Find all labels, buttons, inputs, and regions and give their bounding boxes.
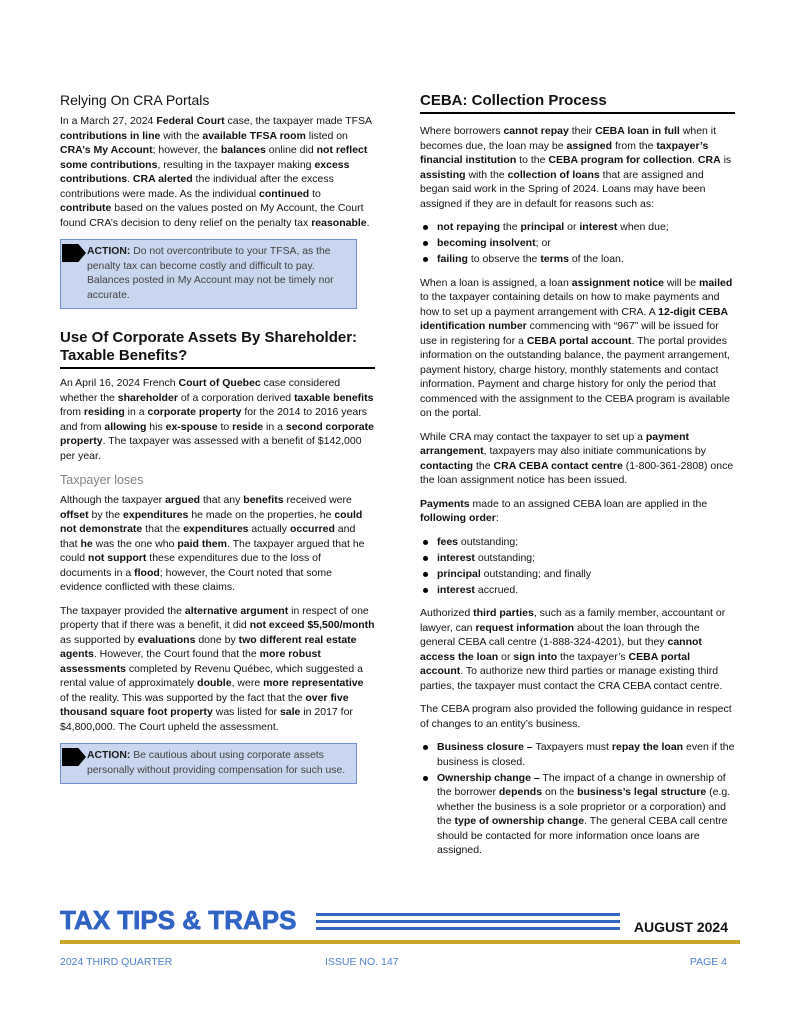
text: was listed for bbox=[212, 706, 280, 718]
text: . The taxpayer was assessed with a benefit of $142,000 per year. bbox=[60, 435, 362, 462]
text: : bbox=[495, 512, 499, 524]
bullet-item bbox=[420, 236, 735, 251]
masthead-title: TAX TIPS & TRAPS bbox=[60, 905, 297, 935]
text: that any bbox=[200, 494, 244, 506]
text: An April 16, 2024 French bbox=[60, 377, 179, 389]
text: The taxpayer provided the bbox=[60, 604, 185, 617]
bold-text: CRA CEBA contact centre bbox=[493, 459, 623, 472]
text: as supported by bbox=[60, 633, 138, 646]
bold-text: CEBA loan in full bbox=[595, 125, 680, 137]
bullet-icon bbox=[423, 257, 428, 262]
bold-text: second corporate property bbox=[60, 420, 374, 447]
text: even if the business is closed. bbox=[437, 741, 735, 768]
bold-text: could not demonstrate bbox=[60, 508, 363, 535]
bold-text: principal bbox=[437, 567, 481, 580]
text: that the bbox=[142, 523, 184, 535]
bullet-icon bbox=[423, 588, 428, 593]
text: made to an assigned CEBA loan are applied in the bbox=[469, 497, 708, 510]
text: his bbox=[146, 420, 166, 433]
text: done by bbox=[195, 633, 239, 646]
bold-text: Payments bbox=[420, 497, 470, 510]
footer-rule bbox=[60, 940, 740, 944]
text: about the loan through the general CEBA call centre (1-888-324-4201), but they bbox=[420, 621, 700, 648]
text: in 2017 for $4,800,000. The Court upheld the assessment. bbox=[60, 706, 353, 733]
body-paragraph bbox=[420, 606, 735, 693]
bold-text: continued bbox=[259, 187, 310, 200]
bullet-icon bbox=[423, 776, 428, 781]
text: . The general CEBA call centre should be contacted for more information once loans are assigned. bbox=[437, 815, 728, 856]
issue-date: AUGUST 2024 bbox=[633, 919, 728, 935]
body-paragraph bbox=[420, 702, 735, 731]
text: or bbox=[564, 221, 580, 233]
bold-text: argued bbox=[165, 494, 201, 506]
bold-text: alternative argument bbox=[184, 604, 289, 617]
right-column bbox=[420, 92, 735, 867]
stripe bbox=[316, 913, 620, 916]
bullet-icon bbox=[423, 540, 428, 545]
text: that are assigned and began said work in the Spring of 2024. Loans may have been assigned if they are in default for reasons such as: bbox=[420, 168, 706, 210]
bold-text: flood bbox=[134, 566, 160, 579]
bullet-text bbox=[437, 536, 518, 548]
bullet-icon bbox=[423, 745, 428, 750]
bold-text: failing bbox=[437, 253, 468, 265]
text: , resulting in the taxpayer making bbox=[157, 158, 315, 171]
body-paragraph bbox=[420, 124, 735, 211]
action-text: Do not overcontribute to your TFSA, as the penalty tax can become costly and difficult to pay. Balances posted in My Account may not be timely nor accurate. bbox=[87, 246, 334, 301]
bold-text: double bbox=[197, 677, 232, 689]
bold-text: offset bbox=[60, 508, 89, 521]
bold-text: principal bbox=[520, 221, 565, 233]
bold-text: evaluations bbox=[137, 633, 196, 646]
text: outstanding; bbox=[458, 535, 519, 548]
text: . bbox=[366, 216, 370, 229]
text: in a bbox=[124, 406, 148, 418]
text: these expenditures due to the loss of documents in a bbox=[60, 552, 321, 579]
bold-text: CRA alerted bbox=[132, 173, 193, 185]
text: with the bbox=[465, 168, 508, 181]
text: when due; bbox=[617, 221, 669, 233]
section-heading-corporate-assets: Use Of Corporate Assets By Shareholder: Taxable Benefits? bbox=[60, 329, 375, 369]
text: with the bbox=[160, 129, 203, 142]
text: when it becomes due, the loan may be bbox=[420, 125, 717, 152]
bullet-item bbox=[420, 252, 735, 267]
text: on the bbox=[542, 786, 578, 798]
text: Where borrowers bbox=[420, 125, 504, 137]
bold-text: not exceed $5,500/month bbox=[249, 619, 375, 631]
text: outstanding; and finally bbox=[480, 567, 592, 580]
text: ; however, the bbox=[152, 144, 221, 156]
bold-text: sign into bbox=[513, 650, 558, 663]
bold-text: he bbox=[80, 537, 93, 550]
masthead-stripes bbox=[316, 913, 620, 933]
action-label: ACTION: bbox=[87, 246, 131, 257]
bold-text: repay the loan bbox=[611, 741, 684, 753]
bold-text: ex-spouse bbox=[165, 420, 218, 433]
text: online did bbox=[265, 144, 317, 156]
text: . To authorize new third parties or manage existing third parties, the taxpayer must contact the CRA CEBA contact centre. bbox=[420, 665, 723, 692]
bold-text: available TFSA room bbox=[202, 129, 306, 142]
bold-text: reside bbox=[232, 420, 264, 433]
text: ; however, the Court noted that some evidence conflicted with these claims. bbox=[60, 566, 332, 593]
body-paragraph bbox=[60, 376, 375, 463]
bold-text: more robust assessments bbox=[60, 648, 321, 675]
text: In a March 27, 2024 bbox=[60, 115, 157, 127]
bold-text: benefits bbox=[243, 494, 284, 506]
stripe bbox=[316, 927, 620, 930]
bold-text: taxpayer’s financial institution bbox=[420, 139, 709, 166]
text: . The portal provides information on the outstanding balance, the payment arrangement, payment history, charge history, monthly statements and contact information. Payment and charge history for only the period that commenced with the assignment to the CEBA program is available on the portal. bbox=[420, 334, 730, 419]
text: case, the taxpayer made TFSA bbox=[224, 115, 372, 127]
bullet-text bbox=[437, 741, 734, 768]
text: , taxpayers may also initiate communications by bbox=[483, 445, 706, 457]
bold-text: cannot repay bbox=[503, 125, 569, 137]
bold-text: balances bbox=[220, 144, 266, 156]
text: to bbox=[309, 187, 321, 200]
bold-text: depends bbox=[498, 786, 543, 798]
bold-text: not support bbox=[88, 552, 147, 564]
footer-issue-number: ISSUE NO. 147 bbox=[325, 956, 399, 968]
bold-text: collection of loans bbox=[507, 168, 600, 181]
body-paragraph bbox=[420, 276, 735, 421]
bullet-text bbox=[437, 772, 730, 857]
text: for the 2014 to 2016 years and from bbox=[60, 406, 367, 433]
bold-text: contributions in line bbox=[60, 129, 161, 142]
bold-text: CEBA portal account bbox=[420, 650, 690, 677]
bold-text: shareholder bbox=[117, 391, 178, 404]
bold-text: sale bbox=[279, 706, 301, 718]
bold-text: interest bbox=[437, 583, 475, 596]
bold-text: corporate property bbox=[147, 406, 242, 418]
text: Taxpayers must bbox=[532, 741, 612, 753]
action-callout bbox=[60, 743, 357, 784]
bold-text: allowing bbox=[104, 420, 147, 433]
bullet-text bbox=[437, 253, 624, 265]
bold-text: assisting bbox=[420, 168, 466, 181]
text: was the one who bbox=[92, 537, 178, 550]
bullet-list bbox=[420, 535, 735, 598]
bold-text: Ownership change – bbox=[437, 771, 540, 784]
text: the bbox=[473, 459, 494, 472]
arrow-icon bbox=[62, 244, 86, 262]
bullet-text bbox=[437, 568, 591, 580]
text: based on the values posted on My Account, the Court found CRA’s decision to deny relief on the penalty tax bbox=[60, 202, 364, 229]
body-paragraph bbox=[60, 604, 375, 735]
bold-text: taxable benefits bbox=[294, 391, 374, 404]
bullet-item bbox=[420, 740, 735, 769]
action-label: ACTION: bbox=[87, 750, 131, 761]
bold-text: mailed bbox=[698, 276, 733, 289]
bold-text: occurred bbox=[289, 523, 335, 535]
bold-text: expenditures bbox=[183, 523, 249, 535]
text: he made on the properties, he bbox=[188, 508, 335, 521]
text: , such as a family member, accountant or lawyer, can bbox=[420, 607, 726, 634]
section-heading-ceba-collection: CEBA: Collection Process bbox=[420, 92, 735, 114]
bold-text: terms bbox=[540, 253, 569, 265]
bold-text: CRA bbox=[697, 154, 721, 166]
footer-page-number: PAGE 4 bbox=[689, 956, 727, 968]
text: . bbox=[692, 154, 698, 166]
bold-text: Court of Quebec bbox=[178, 377, 261, 389]
text: commencing with “967” will be issued for use in registering for a bbox=[420, 320, 719, 347]
text: their bbox=[568, 125, 596, 137]
bold-text: excess contributions bbox=[60, 158, 350, 185]
bold-text: cannot access the loan bbox=[420, 636, 702, 663]
text: The impact of a change in ownership of the borrower bbox=[437, 771, 726, 798]
bold-text: not reflect some contributions bbox=[60, 144, 368, 171]
bold-text: paid them bbox=[177, 537, 227, 550]
bold-text: not repaying bbox=[437, 221, 501, 233]
bold-text: contacting bbox=[420, 459, 474, 472]
bullet-list bbox=[420, 740, 735, 858]
bold-text: assignment notice bbox=[571, 276, 664, 289]
arrow-icon bbox=[62, 748, 86, 766]
bold-text: residing bbox=[83, 406, 125, 418]
bold-text: 12-digit CEBA identification number bbox=[420, 305, 728, 332]
text: received were bbox=[283, 494, 352, 506]
bold-text: CEBA portal account bbox=[526, 334, 632, 347]
text: to the taxpayer containing details on how to make payments and how to set up a payment arrangement with CRA. A bbox=[420, 291, 720, 318]
action-callout bbox=[60, 239, 357, 309]
bold-text: Business closure – bbox=[437, 741, 533, 753]
body-paragraph bbox=[60, 493, 375, 595]
bold-text: third parties bbox=[473, 607, 534, 619]
text: and that bbox=[60, 523, 356, 550]
bold-text: becoming insolvent bbox=[437, 237, 536, 249]
bold-text: over five thousand square foot property bbox=[60, 691, 349, 718]
text: case considered whether the bbox=[60, 377, 341, 404]
subheading-taxpayer-loses: Taxpayer loses bbox=[60, 473, 144, 487]
text: (1-800-361-2808) once the loan assignment notice has been issued. bbox=[420, 459, 734, 486]
bold-text: following order bbox=[420, 512, 496, 524]
text: of a corporation derived bbox=[177, 391, 295, 404]
bullet-text bbox=[437, 221, 669, 233]
text: ; or bbox=[535, 237, 551, 249]
text: in a bbox=[263, 420, 286, 433]
bold-text: fees bbox=[437, 535, 459, 548]
section-heading-relying-on-cra-portals: Relying On CRA Portals bbox=[60, 92, 210, 108]
bullet-item bbox=[420, 535, 735, 550]
bullet-icon bbox=[423, 241, 428, 246]
text: of the reality. This was supported by the fact that the bbox=[60, 691, 306, 704]
bold-text: CRA’s My Account bbox=[60, 144, 153, 156]
bullet-item bbox=[420, 220, 735, 235]
text: . bbox=[127, 173, 133, 185]
bold-text: type of ownership change bbox=[454, 815, 585, 827]
body-paragraph bbox=[420, 430, 735, 488]
text: completed by Revenu Québec, which suggested a rental value of approximately bbox=[60, 662, 363, 689]
left-column bbox=[60, 92, 375, 784]
bold-text: two different real estate agents bbox=[60, 633, 357, 660]
text: from the bbox=[612, 139, 657, 152]
bullet-icon bbox=[423, 225, 428, 230]
bold-text: reasonable bbox=[311, 216, 367, 229]
bullet-icon bbox=[423, 572, 428, 577]
bullet-item bbox=[420, 567, 735, 582]
text: from bbox=[60, 406, 84, 418]
text: When a loan is assigned, a loan bbox=[420, 276, 572, 289]
bold-text: expenditures bbox=[123, 508, 189, 521]
bullet-item bbox=[420, 771, 735, 858]
bold-text: Federal Court bbox=[156, 115, 225, 127]
text: by the bbox=[88, 508, 124, 521]
bold-text: assigned bbox=[566, 139, 613, 152]
text: Although the taxpayer bbox=[60, 494, 166, 506]
text: actually bbox=[248, 523, 290, 535]
text: Authorized bbox=[420, 607, 474, 619]
bold-text: contribute bbox=[60, 202, 112, 214]
text: (e.g. whether the business is a sole proprietor or a corporation) and the bbox=[437, 786, 731, 827]
footer-quarter: 2024 THIRD QUARTER bbox=[60, 956, 173, 968]
text: the bbox=[500, 221, 521, 233]
text: outstanding; bbox=[474, 551, 536, 564]
text: the taxpayer’s bbox=[557, 650, 629, 663]
text: While CRA may contact the taxpayer to set up a bbox=[420, 430, 646, 443]
text: accrued. bbox=[474, 583, 519, 596]
stripe bbox=[316, 920, 620, 923]
bold-text: interest bbox=[579, 221, 618, 233]
bullet-item bbox=[420, 551, 735, 566]
bold-text: payment arrangement bbox=[420, 430, 690, 457]
bullet-icon bbox=[423, 556, 428, 561]
text: to the bbox=[516, 154, 549, 166]
bold-text: request information bbox=[475, 621, 575, 634]
text: , were bbox=[231, 677, 264, 689]
text: is bbox=[720, 154, 732, 166]
body-paragraph bbox=[60, 114, 375, 230]
text: The CEBA program also provided the following guidance in respect of changes to an entity’s business. bbox=[420, 703, 732, 730]
text: of the loan. bbox=[568, 253, 624, 265]
text: to bbox=[217, 420, 233, 433]
text: or bbox=[498, 650, 514, 663]
bold-text: CEBA program for collection bbox=[548, 154, 693, 166]
text: in respect of one property that if there was a benefit, it did bbox=[60, 604, 369, 631]
body-paragraph bbox=[420, 497, 735, 526]
bullet-list bbox=[420, 220, 735, 267]
bullet-text bbox=[437, 552, 535, 564]
bullet-text bbox=[437, 237, 551, 249]
text: to observe the bbox=[467, 253, 541, 265]
text: . The taxpayer argued that he could bbox=[60, 537, 365, 564]
bold-text: interest bbox=[437, 551, 475, 564]
bullet-text bbox=[437, 584, 518, 596]
text: . However, the Court found that the bbox=[93, 648, 260, 660]
text: will be bbox=[663, 276, 699, 289]
text: the individual after the excess contributions were made. As the individual bbox=[60, 173, 334, 200]
text: listed on bbox=[305, 129, 348, 142]
action-text: Be cautious about using corporate assets personally without providing compensation for such use. bbox=[87, 750, 346, 776]
bullet-item bbox=[420, 583, 735, 598]
bold-text: business’s legal structure bbox=[577, 786, 707, 798]
bold-text: more representative bbox=[263, 677, 364, 689]
